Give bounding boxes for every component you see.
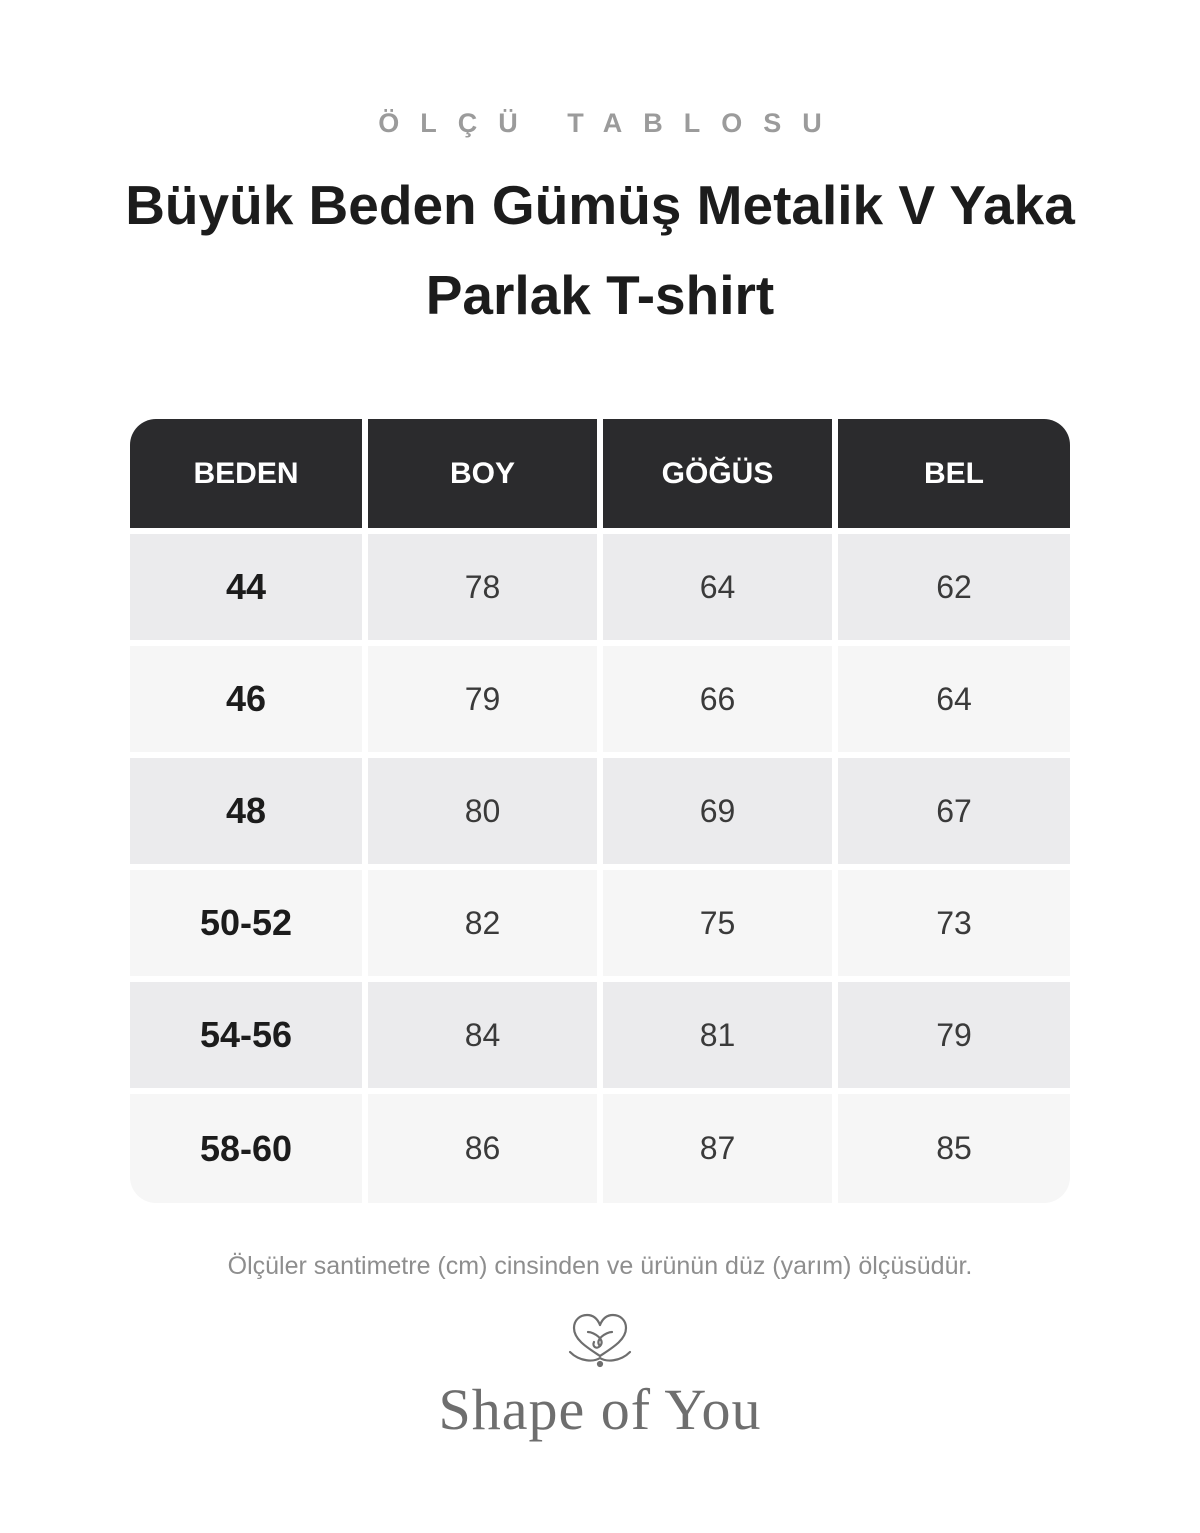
gogus-cell: 69 bbox=[603, 758, 832, 864]
gogus-cell: 81 bbox=[603, 982, 832, 1088]
column-header-beden: BEDEN bbox=[130, 419, 362, 528]
size-cell: 44 bbox=[130, 534, 362, 640]
table-row bbox=[130, 534, 1070, 640]
brand-name: Shape of You bbox=[438, 1377, 762, 1442]
gogus-cell: 87 bbox=[603, 1094, 832, 1203]
size-cell: 48 bbox=[130, 758, 362, 864]
bel-cell: 79 bbox=[838, 982, 1070, 1088]
size-cell: 54-56 bbox=[130, 982, 362, 1088]
boy-cell: 79 bbox=[368, 646, 597, 752]
column-header-boy: BOY bbox=[368, 419, 597, 528]
table-row bbox=[130, 1094, 1070, 1203]
table-header-row bbox=[130, 419, 1070, 528]
size-cell: 46 bbox=[130, 646, 362, 752]
boy-cell: 80 bbox=[368, 758, 597, 864]
gogus-cell: 66 bbox=[603, 646, 832, 752]
boy-cell: 82 bbox=[368, 870, 597, 976]
table-row bbox=[130, 646, 1070, 752]
column-header-bel: BEL bbox=[838, 419, 1070, 528]
bel-cell: 67 bbox=[838, 758, 1070, 864]
size-table bbox=[130, 419, 1070, 1203]
table-row bbox=[130, 982, 1070, 1088]
table-row bbox=[130, 870, 1070, 976]
column-header-gogus: GÖĞÜS bbox=[603, 419, 832, 528]
measurement-note: Ölçüler santimetre (cm) cinsinden ve ürünün düz (yarım) ölçüsüdür. bbox=[227, 1252, 973, 1280]
title-line-2: Parlak T-shirt bbox=[425, 264, 775, 326]
size-cell: 58-60 bbox=[130, 1094, 362, 1203]
gogus-cell: 75 bbox=[603, 870, 832, 976]
boy-cell: 84 bbox=[368, 982, 597, 1088]
page-title bbox=[100, 160, 1100, 340]
table-row bbox=[130, 758, 1070, 864]
heart-logo-icon bbox=[566, 1312, 634, 1370]
gogus-cell: 64 bbox=[603, 534, 832, 640]
bel-cell: 62 bbox=[838, 534, 1070, 640]
size-cell: 50-52 bbox=[130, 870, 362, 976]
bel-cell: 85 bbox=[838, 1094, 1070, 1203]
bel-cell: 64 bbox=[838, 646, 1070, 752]
bel-cell: 73 bbox=[838, 870, 1070, 976]
title-line-1: Büyük Beden Gümüş Metalik V Yaka bbox=[125, 174, 1075, 236]
boy-cell: 86 bbox=[368, 1094, 597, 1203]
section-eyebrow: ÖLÇÜ TABLOSU bbox=[378, 108, 843, 138]
boy-cell: 78 bbox=[368, 534, 597, 640]
